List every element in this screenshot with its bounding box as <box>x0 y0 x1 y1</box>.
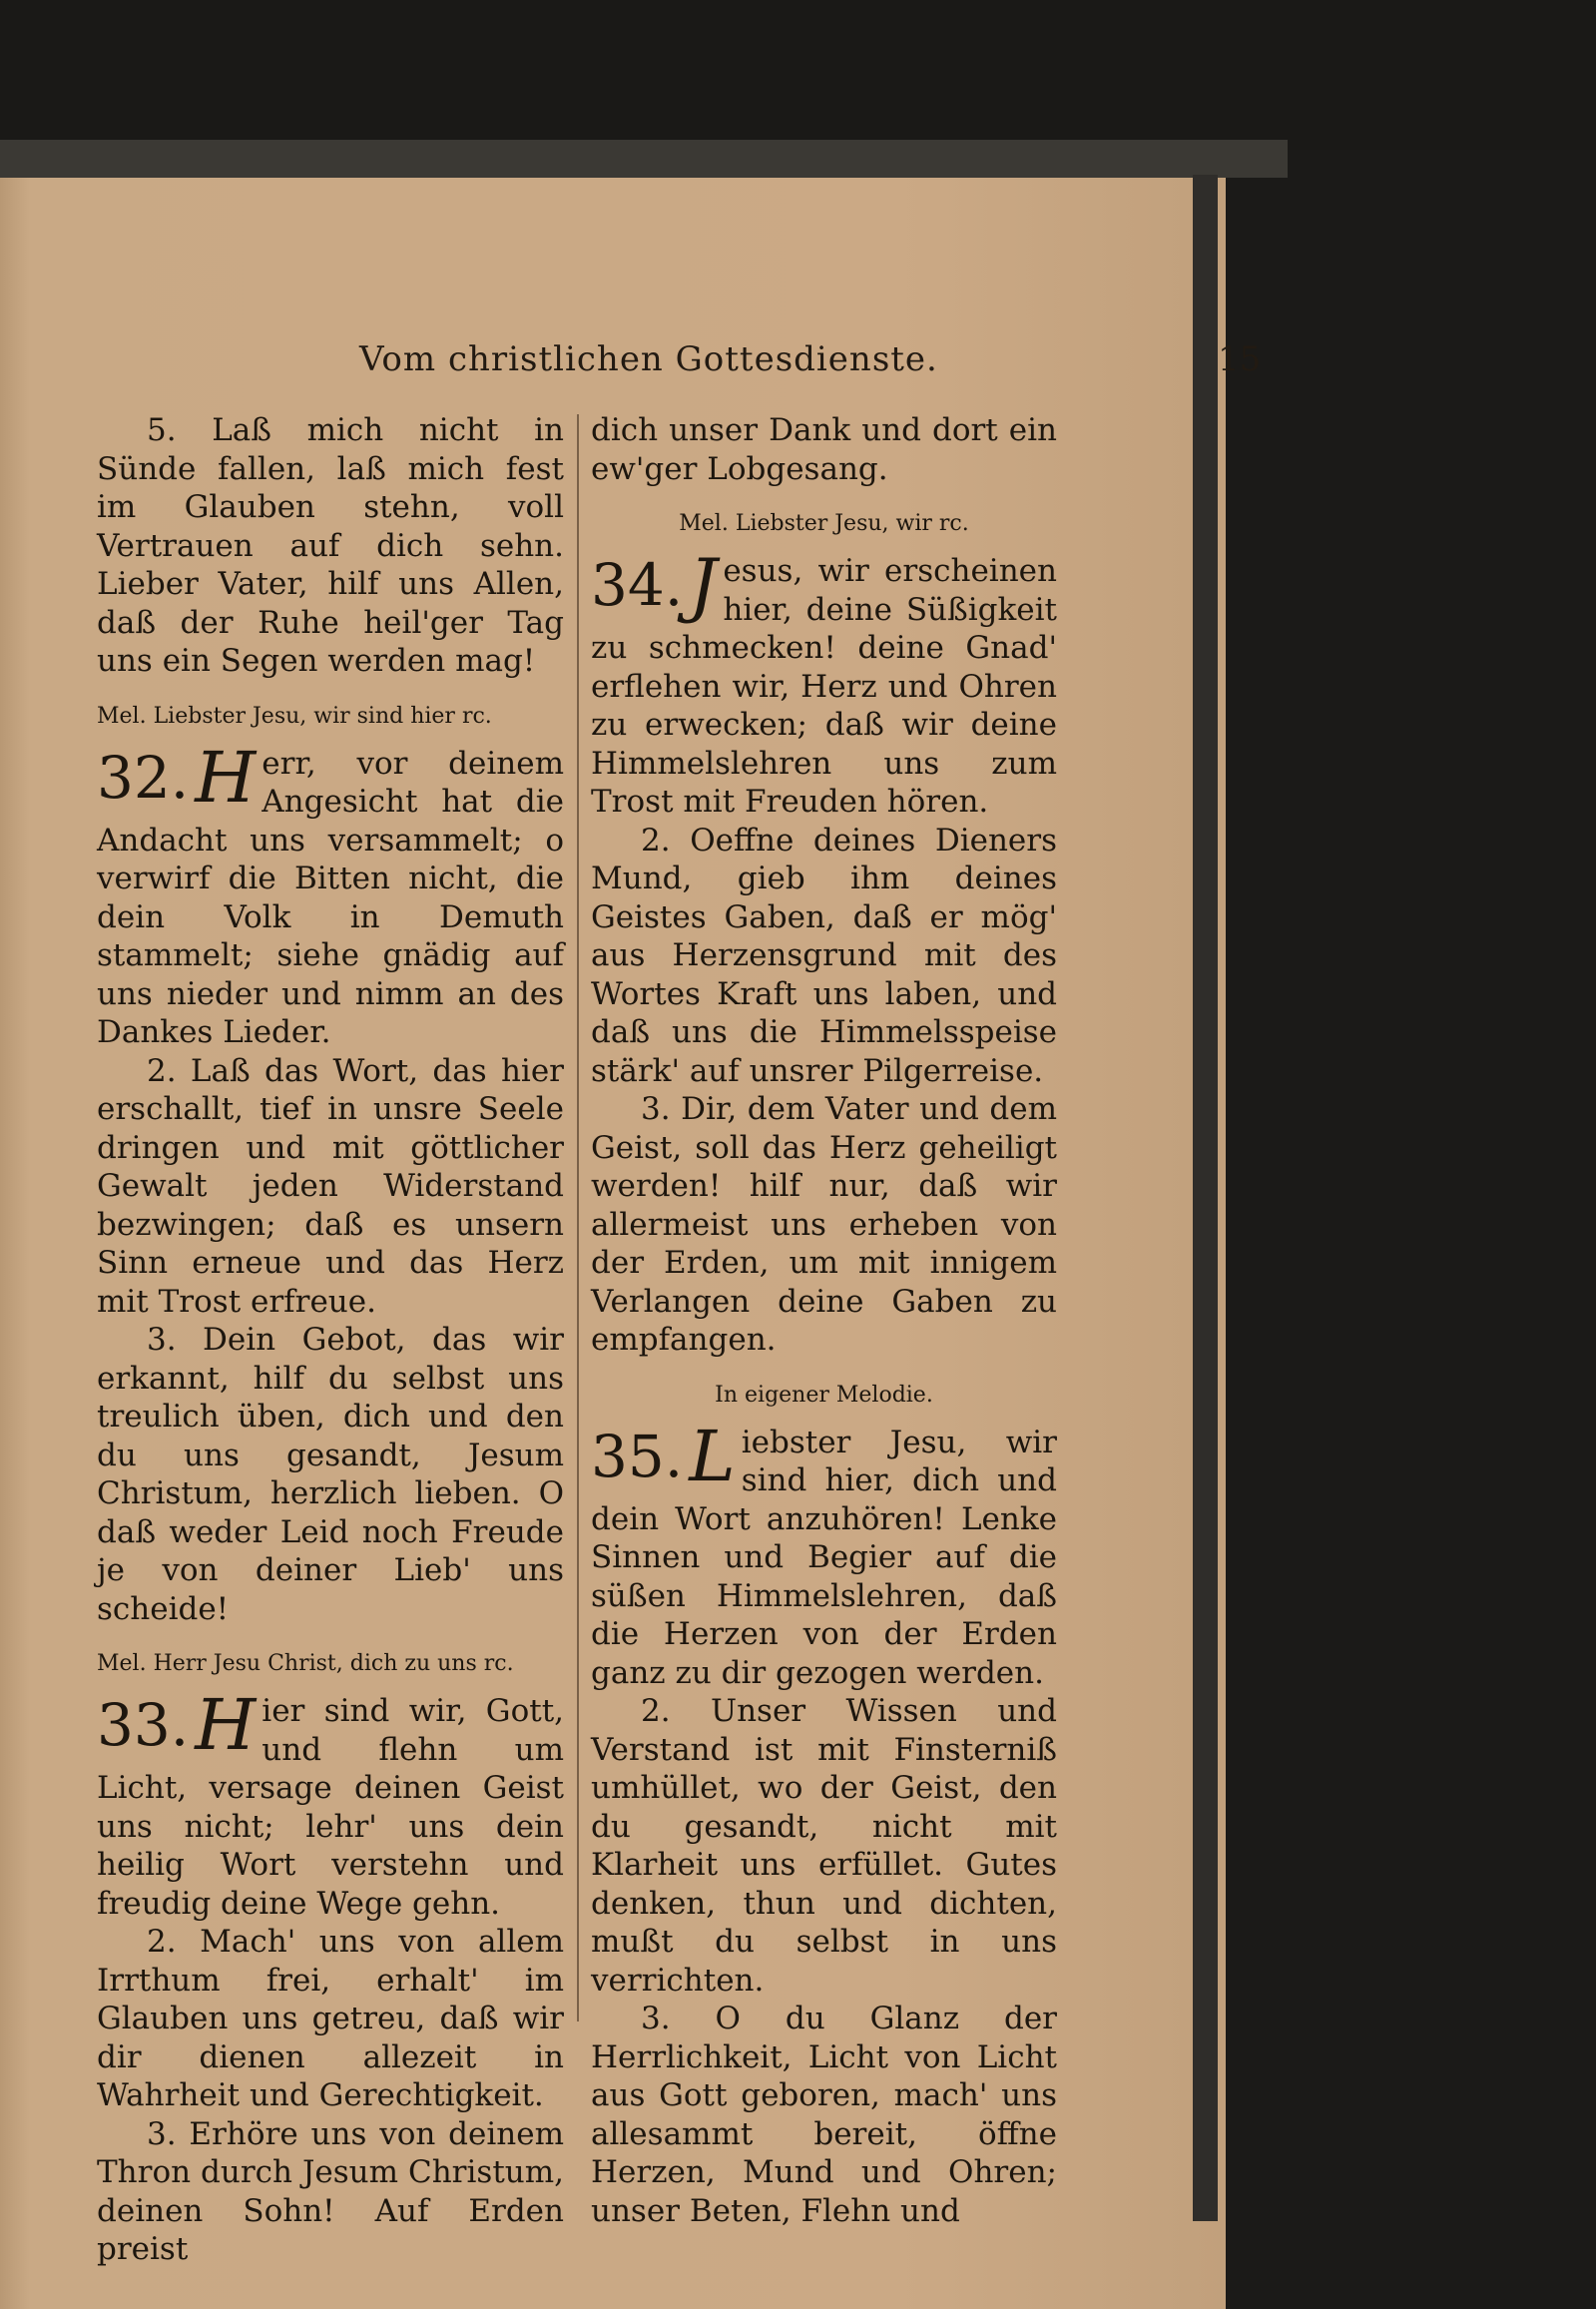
verse-text: 2. Laß das Wort, das hier erschallt, tief in unsre Seele dringen und mit göttlicher Gewalt jeden Widerstand bezwingen; daß es unsern Sinn erneue und das Herz mit Trost erfreue. <box>97 1052 564 1320</box>
melody-line: Mel. Herr Jesu Christ, dich zu uns rc. <box>97 1651 514 1676</box>
book-cover-right <box>1198 150 1596 2309</box>
verse-text: ier sind wir, Gott, und flehn um Licht, versage deinen Geist uns nicht; lehr' uns dein heilig Wort verstehn und freudig deine Wege gehn. <box>97 1693 564 1922</box>
running-head: Vom christlichen Gottesdienste. <box>359 339 938 379</box>
hymn-34 <box>591 544 1057 822</box>
verse-text: iebster Jesu, wir sind hier, dich und dein Wort anzuhören! Lenke Sinnen und Begier auf die süßen Himmelslehren, daß die Herzen von der Erden ganz zu dir gezogen werden. <box>591 1424 1057 1691</box>
drop-cap: H <box>195 1684 257 1766</box>
hymn-number: 35. <box>591 1422 684 1490</box>
verse-text: 2. Oeffne deines Dieners Mund, gieb ihm deines Geistes Gaben, daß er mög' aus Herzensgrund mit des Wortes Kraft uns laben, und daß uns die Himmelsspeise stärk' auf unsrer Pilgerreise. <box>591 822 1057 1089</box>
page-number: 15 <box>1218 339 1262 379</box>
verse-text: 3. Dir, dem Vater und dem Geist, soll das Herz geheiligt werden! hilf nur, daß wir allermeist uns erheben von der Erden, um mit innigem Verlangen deine Gaben zu empfangen. <box>591 1091 1057 1358</box>
melody-line: Mel. Liebster Jesu, wir rc. <box>679 511 969 536</box>
verse-text: 3. Dein Gebot, das wir erkannt, hilf du selbst uns treulich üben, dich und den du uns gesandt, Jesum Christum, herzlich lieben. O daß weder Leid noch Freude je von deiner Lieb' uns scheide! <box>97 1322 564 1627</box>
hymn-33 <box>97 1684 564 1923</box>
drop-cap: J <box>689 544 718 626</box>
column-divider <box>577 414 579 2021</box>
verse-text: 2. Unser Wissen und Verstand ist mit Finsterniß umhüllet, wo der Geist, den du gesandt, nicht mit Klarheit uns erfüllet. Gutes denken, thun und dichten, mußt du selbst in uns verrichten. <box>591 1693 1057 1999</box>
hymn-35 <box>591 1415 1057 1693</box>
verse-text: 3. O du Glanz der Herrlichkeit, Licht von Licht aus Gott geboren, mach' uns allesammt bereit, öffne Herzen, Mund und Ohren; unser Beten, Flehn und <box>591 2001 1057 2229</box>
verse-text: 5. Laß mich nicht in Sünde fallen, laß mich fest im Glauben stehn, voll Vertrauen auf dich sehn. Lieber Vater, hilf uns Allen, daß der Ruhe heil'ger Tag uns ein Segen werden mag! <box>97 412 564 679</box>
melody-line: In eigener Melodie. <box>715 1382 933 1408</box>
melody-line: Mel. Liebster Jesu, wir sind hier rc. <box>97 703 492 729</box>
left-column <box>97 411 564 2269</box>
hymn-number: 33. <box>97 1691 190 1759</box>
drop-cap: H <box>195 736 257 819</box>
verse-text: 2. Mach' uns von allem Irrthum frei, erhalt' im Glauben uns getreu, daß wir dir dienen allezeit in Wahrheit und Gerechtigkeit. <box>97 1924 564 2113</box>
verse-text: err, vor deinem Angesicht hat die Andacht uns versammelt; o verwirf die Bitten nicht, die dein Volk in Demuth stammelt; siehe gnädig auf uns nieder und nimm an des Dankes Lieder. <box>97 745 564 1050</box>
hymn-number: 32. <box>97 743 190 812</box>
cover-edge <box>0 140 1288 178</box>
hymn-number: 34. <box>591 551 684 619</box>
verse-text: 3. Erhöre uns von deinem Thron durch Jesum Christum, deinen Sohn! Auf Erden preist <box>97 2115 564 2267</box>
verse-text: dich unser Dank und dort ein ew'ger Lobgesang. <box>591 412 1057 487</box>
right-column <box>591 411 1057 2230</box>
book-cover-top <box>0 0 1596 150</box>
book-spine-edge <box>1193 175 1218 2221</box>
verse-text: esus, wir erscheinen hier, deine Süßigkeit zu schmecken! deine Gnad' erflehen wir, Herz und Ohren zu erwecken; daß wir deine Himmelslehren uns zum Trost mit Freuden hören. <box>591 553 1057 820</box>
page-header <box>359 339 1262 379</box>
drop-cap: L <box>689 1415 736 1497</box>
hymn-32 <box>97 736 564 1052</box>
